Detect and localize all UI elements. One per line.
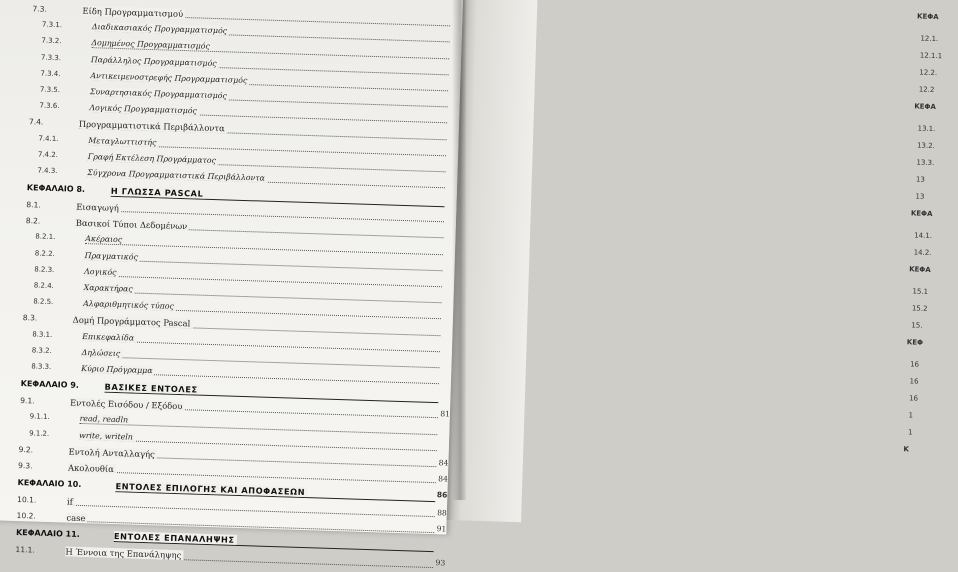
toc-entry-title: Κύριο Πρόγραμμα <box>81 363 153 376</box>
toc-page-number: 86 <box>436 490 448 500</box>
facing-chapter-heading: ΚΕΦ <box>906 338 924 347</box>
toc-entry-number: 10.2. <box>16 511 37 521</box>
toc-entry-title: ΕΝΤΟΛΕΣ ΕΠΙΛΟΓΗΣ ΚΑΙ ΑΠΟΦΑΣΕΩΝ <box>115 481 306 498</box>
facing-entry-number: 13.2. <box>916 141 935 151</box>
facing-entry-number: 15.1 <box>912 287 929 296</box>
facing-entry-number: 14.1. <box>914 231 933 241</box>
toc-entry-number: 7.3.2. <box>41 36 62 46</box>
toc-entry-number: 11.1. <box>15 545 35 556</box>
toc-entry-number: 7.4.2. <box>37 150 59 159</box>
facing-entry-number: 1 <box>908 411 914 420</box>
facing-entry-number: 16 <box>910 360 920 369</box>
toc-entry-title: Γραφή Εκτέλεση Προγράμματος <box>87 151 217 165</box>
toc-entry-title: Δομημένος Προγραμματισμός <box>91 38 210 52</box>
toc-entry-number: 7.3.5. <box>39 85 61 95</box>
facing-entry-number: 14.2. <box>913 248 932 258</box>
toc-page-number: 88 <box>437 508 447 518</box>
toc-entry-title: Δομή Προγράμματος Pascal <box>72 315 191 329</box>
facing-page-entries <box>903 4 957 454</box>
facing-entry-number: 12.1. <box>920 34 939 44</box>
toc-entry-number: 9.1.2. <box>29 428 50 438</box>
toc-entry-title: Η ΓΛΩΣΣΑ PASCAL <box>110 185 204 199</box>
toc-entry-title: Δηλώσεις <box>81 347 121 358</box>
toc-entry-number: 8.2.5. <box>33 297 54 307</box>
facing-chapter-heading: ΚΕΦΑ <box>910 209 933 219</box>
toc-entry-title: ΒΑΣΙΚΕΣ ΕΝΤΟΛΕΣ <box>104 381 198 395</box>
toc-page-number: 84 <box>438 474 449 484</box>
toc-entry-number: 8.2.1. <box>35 232 56 242</box>
toc-entry-number: 9.2. <box>18 444 34 455</box>
toc-entry-title: Αντικειμενοστρεφής Προγραμματισμός <box>90 70 248 85</box>
toc-entry-title: if <box>66 496 73 507</box>
toc-entry-title: Βασικοί Τύποι Δεδομένων <box>75 217 188 232</box>
toc-page-number: 81 <box>440 409 451 419</box>
facing-chapter-heading: ΚΕΦΑ <box>916 12 939 22</box>
toc-entry-number: 7.4.3. <box>37 166 58 175</box>
toc-entry-title: Ακέραιος <box>85 234 123 245</box>
toc-entry-number: 10.1. <box>16 495 37 505</box>
toc-page-number: 93 <box>435 558 446 568</box>
toc-entry-number: 8.3.2. <box>31 346 52 355</box>
facing-entry-number: 13.1. <box>917 124 936 134</box>
toc-entry-title: Λογικός <box>84 266 117 277</box>
toc-entry-number: ΚΕΦΑΛΑΙΟ 10. <box>17 478 82 490</box>
toc-entry-title: Η Έννοια της Επανάληψης <box>65 546 182 561</box>
toc-entry-number: 8.2.3. <box>34 265 55 274</box>
toc-page-number: 84 <box>438 457 449 468</box>
facing-entry-number: 12.2. <box>919 68 938 78</box>
toc-entry-title: Είδη Προγραμματισμού <box>82 5 184 19</box>
toc-entry-title: read, readln <box>79 414 129 425</box>
toc-entry-title: ΕΝΤΟΛΕΣ ΕΠΑΝΑΛΗΨΗΣ <box>113 531 235 546</box>
toc-entry-title: Παράλληλος Προγραμματισμός <box>90 54 217 68</box>
toc-entry-number: 7.4. <box>28 117 44 127</box>
toc-entry-title: Επικεφαλίδα <box>82 331 135 343</box>
toc-entry-number: 8.2.2. <box>34 249 55 258</box>
toc-entry-title: write, writeln <box>78 430 134 442</box>
toc-entry-title: Ακολουθία <box>67 462 114 474</box>
toc-entry-title: Πραγματικός <box>84 250 139 262</box>
toc-entry-title: Εντολές Εισόδου / Εξόδου <box>69 397 183 412</box>
toc-entry-number: 7.3.3. <box>40 53 62 62</box>
toc-entry-number: 9.1. <box>20 396 35 406</box>
toc-entry-number: 8.2. <box>25 216 41 226</box>
facing-entry-number: 15. <box>911 321 923 330</box>
toc-entry-number: 8.2.4. <box>33 281 54 291</box>
toc-entry-number: 7.3.4. <box>40 69 61 78</box>
toc-entry-title: Εισαγωγή <box>76 201 120 214</box>
toc-entry-number: 8.3.3. <box>31 362 52 371</box>
toc-entry-title: case <box>66 512 86 524</box>
toc-entry-number: ΚΕΦΑΛΑΙΟ 8. <box>26 183 86 195</box>
toc-entry-title: Μεταγλωττιστής <box>88 135 157 147</box>
toc-entry-title: Εντολή Ανταλλαγής <box>68 446 156 459</box>
toc-entry-number: 9.3. <box>17 460 33 471</box>
toc-entry-number: 7.3. <box>32 4 48 14</box>
toc-entry-title: Διαδικασιακός Προγραμματισμός <box>91 22 228 36</box>
toc-entry-title: Συναρτησιακός Προγραμματισμός <box>89 87 227 101</box>
facing-entry-number: 1 <box>907 428 913 437</box>
facing-entry-number: 16 <box>908 394 919 403</box>
toc-entry-title: Προγραμματιστικά Περιβάλλοντα <box>78 119 225 134</box>
toc-entry-number: 7.3.1. <box>41 20 63 30</box>
toc-entry-number: ΚΕΦΑΛΑΙΟ 11. <box>15 528 80 540</box>
facing-chapter-heading: ΚΕΦΑ <box>914 102 936 112</box>
table-of-contents <box>15 1 462 572</box>
toc-entry-title: Χαρακτήρας <box>83 282 133 294</box>
book-gutter-shadow <box>452 0 466 500</box>
toc-entry-number: 8.1. <box>26 200 41 210</box>
toc-entry-number: 8.3. <box>22 313 38 323</box>
toc-entry-number: 7.4.1. <box>38 133 59 143</box>
toc-page-number: 91 <box>436 524 447 534</box>
toc-entry-number: 7.3.6. <box>39 101 60 111</box>
facing-entry-number: 13.3. <box>916 158 935 168</box>
facing-entry-number: 15.2 <box>911 304 928 313</box>
facing-chapter-heading: Κ <box>903 445 910 454</box>
facing-entry-number: 12.2 <box>918 85 935 95</box>
toc-entry-number: 8.3.1. <box>32 329 53 339</box>
toc-entry-title: Αλφαριθμητικός τύπος <box>83 299 174 312</box>
book-page <box>0 0 464 568</box>
toc-entry-title: Σύγχρονα Προγραμματιστικά Περιβάλλοντα <box>87 167 266 183</box>
facing-entry-number: 16 <box>909 377 919 386</box>
facing-chapter-heading: ΚΕΦΑ <box>909 265 931 274</box>
toc-entry-number: ΚΕΦΑΛΑΙΟ 9. <box>20 379 80 390</box>
toc-entry-number: 9.1.1. <box>29 412 50 422</box>
facing-entry-number: 12.1.1 <box>919 51 943 61</box>
toc-entry-title: Λογικός Προγραμματισμός <box>89 103 198 116</box>
facing-entry-number: 13 <box>915 175 926 184</box>
facing-entry-number: 13 <box>915 192 925 201</box>
